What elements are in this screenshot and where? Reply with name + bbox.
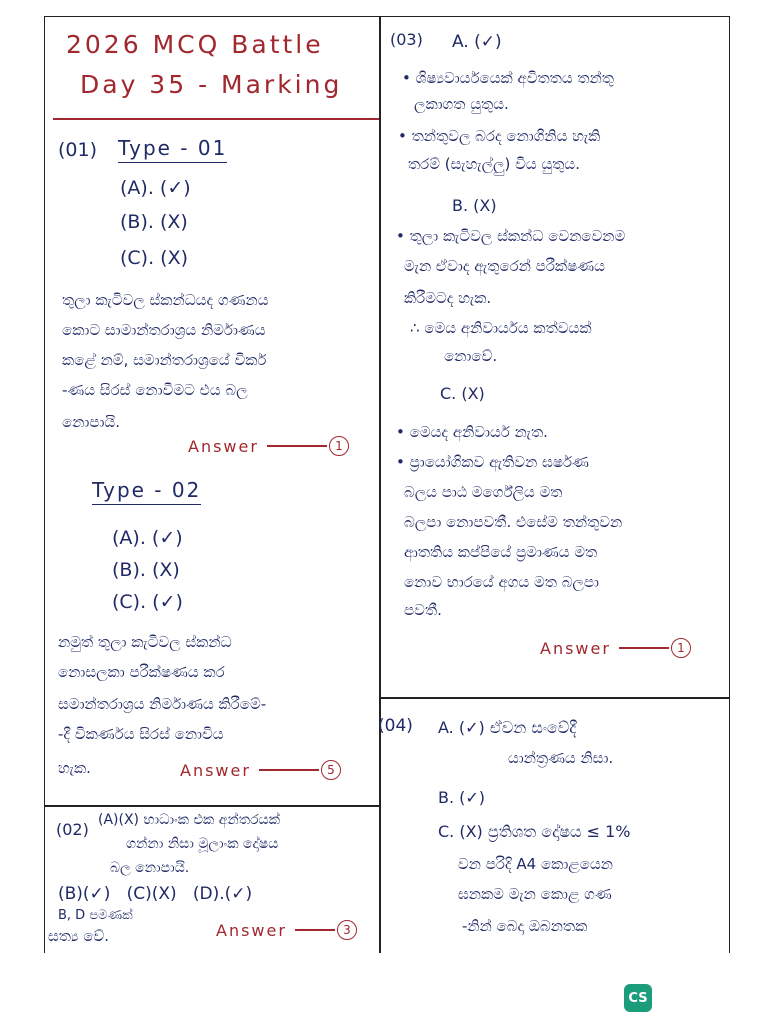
answer-value: 1 bbox=[671, 638, 691, 658]
q01-type2-expl-4: -දී විකර්ණය සිරස් නොවිය bbox=[58, 725, 224, 743]
q02-answer bbox=[216, 920, 357, 940]
q04-c-line-2: වන පරිදි A4 කොළයෙන bbox=[458, 855, 613, 873]
q03-c-bullet-2-line-5: නොව භාරයේ අගය මත බලපා bbox=[404, 573, 599, 591]
q04-number: (04) bbox=[378, 716, 413, 736]
answer-value: 1 bbox=[329, 436, 349, 456]
q01-type2-option-b: (B). (X) bbox=[112, 559, 180, 581]
q03-b-bullet-line-3: කිරීමටද හැක. bbox=[404, 289, 492, 307]
q01-type1-label: Type - 01 bbox=[118, 136, 227, 163]
q04-c-line-1: C. (X) ප්‍රතිශත දෝෂය ≤ 1% bbox=[438, 822, 631, 841]
q01-type1-answer bbox=[188, 436, 349, 456]
q01-type2-expl-3: සමාන්තරාශ්‍රය නිර්මාණය කිරීමේ- bbox=[58, 695, 267, 713]
q03-c-bullet-2-line-1: • ප්‍රායෝගිකව ඇතිවන ඝර්ෂණ bbox=[396, 453, 589, 471]
q02-line-3: බල නොපායි. bbox=[110, 860, 190, 876]
q03-number: (03) bbox=[390, 30, 423, 49]
q03-answer bbox=[540, 638, 691, 658]
page-subtitle: Day 35 - Marking bbox=[80, 70, 343, 99]
q03-a-bullet-1-line-1: • ශිෂ්‍යවාර්යයෙක් අවිතතය තන්තු bbox=[402, 69, 614, 87]
q03-c-bullet-2-line-6: පවතී. bbox=[404, 601, 442, 619]
q02-options: (B)(✓) (C)(X) (D).(✓) bbox=[58, 884, 253, 904]
q03-c-label: C. (X) bbox=[440, 384, 485, 403]
q04-b-line: B. (✓) bbox=[438, 788, 486, 807]
q03-c-bullet-2-line-2: බලය පාඨ මර්ගේලිය මත bbox=[404, 483, 563, 501]
column-divider bbox=[379, 17, 381, 953]
q01-type1-option-a: (A). (✓) bbox=[120, 177, 191, 199]
answer-value: 3 bbox=[337, 920, 357, 940]
q01-type2-option-a: (A). (✓) bbox=[112, 527, 183, 549]
q03-b-bullet-line-2: මැන ඒවාද ඇතුරෙන් පරීක්ෂණය bbox=[404, 257, 605, 275]
q01-type2-expl-2: නොසලකා පරීක්ෂණය කර bbox=[58, 663, 225, 681]
q01-type2-answer bbox=[180, 760, 341, 780]
q03-a-bullet-1-line-2: ලකාගත යුතුය. bbox=[414, 95, 509, 113]
q03-b-label: B. (X) bbox=[452, 196, 497, 215]
q01-number: (01) bbox=[58, 139, 98, 161]
page-title: 2026 MCQ Battle bbox=[66, 30, 324, 59]
q03-a-label: A. (✓) bbox=[452, 32, 502, 52]
q04-c-line-4: -නින් බෙදා ඔබනතක bbox=[462, 917, 588, 935]
q03-b-bullet-line-1: • තුලා කැටිවල ස්කන්ධ වෙනවෙනම bbox=[396, 227, 626, 245]
q03-c-bullet-2-line-4: ආතතිය කප්පියේ ප්‍රමාණය මත bbox=[404, 543, 598, 561]
answer-label: Answer bbox=[216, 920, 287, 940]
q04-a-line-1: A. (✓) ඒවන සංවේදී bbox=[438, 718, 577, 737]
q01-type1-option-b: (B). (X) bbox=[120, 211, 188, 233]
answer-label: Answer bbox=[180, 760, 251, 780]
q02-tail-2: සත්‍ය වේ. bbox=[48, 927, 109, 945]
camscanner-logo: CS bbox=[624, 984, 652, 1012]
answer-label: Answer bbox=[540, 638, 611, 658]
q01-type2-option-c: (C). (✓) bbox=[112, 591, 183, 613]
q01-type1-expl-5: නොපායි. bbox=[62, 413, 120, 431]
q01-type2-label: Type - 02 bbox=[92, 478, 201, 505]
q03-b-note-1: ∴ මෙය අනිවාර්යය කත්වයක් bbox=[410, 319, 592, 337]
title-underline bbox=[53, 118, 379, 120]
q01-type2-expl-1: නමුත් තුලා කැටිවල ස්කන්ධ bbox=[58, 633, 232, 651]
q03-c-bullet-1: • මෙයද අනිවාර්ය නැත. bbox=[396, 423, 548, 441]
q03-a-bullet-2-line-1: • තන්තුවල බරද නොගිනිය හැකි bbox=[398, 127, 601, 145]
q02-line-2: ගන්නා නිසා මූලාංක දෝෂය bbox=[126, 836, 279, 852]
q03-c-bullet-2-line-3: බලපා නොපවතී. එසේම තන්තුවන bbox=[404, 513, 623, 531]
q03-b-note-2: නොවේ. bbox=[444, 347, 498, 365]
q01-type2-expl-5: හැක. bbox=[58, 759, 91, 777]
q04-c-line-3: ඝනකම මැන කොළ ගණ bbox=[458, 885, 612, 903]
q01-type1-expl-2: කොට සාමාන්තරාශ්‍රය නිර්මාණය bbox=[62, 321, 266, 339]
q02-tail-1: B, D පමණක් bbox=[58, 908, 133, 923]
q02-line-1: (A)(X) භාධාංක එක අන්තරයක් bbox=[98, 812, 280, 828]
q01-type1-option-c: (C). (X) bbox=[120, 247, 189, 269]
q01-type1-expl-3: කළේ නම්, සමාන්තරාශ්‍රයේ විකර් bbox=[62, 351, 267, 369]
right-section-divider bbox=[380, 697, 729, 699]
q01-type1-expl-4: -ණය සිරස් නොවීමට එය බල bbox=[62, 381, 248, 399]
q04-a-line-2: යාන්ත්‍රණය නිසා. bbox=[508, 749, 614, 767]
answer-label: Answer bbox=[188, 436, 259, 456]
q03-a-bullet-2-line-2: තරම් (සැහැල්ලු) විය යුතුය. bbox=[408, 155, 580, 173]
q02-number: (02) bbox=[56, 820, 89, 839]
answer-value: 5 bbox=[321, 760, 341, 780]
q01-type1-expl-1: තුලා කැටිවල ස්කන්ධයද ගණනය bbox=[62, 291, 269, 309]
